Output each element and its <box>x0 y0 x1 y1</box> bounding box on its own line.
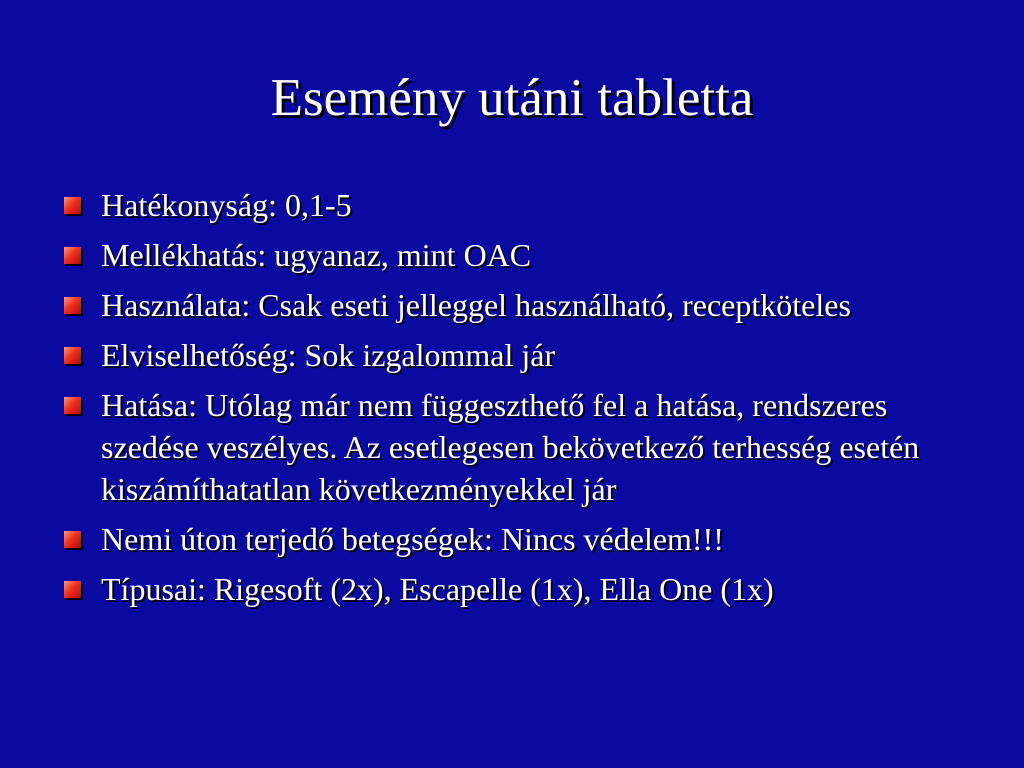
bullet-item-usage <box>60 284 990 326</box>
square-bullet-icon <box>64 297 81 314</box>
bullet-text: Hatása: Utólag már nem függeszthető fel a hatása, rendszeres szedése veszélyes. Az esetlegesen bekövetkező terhesség esetén kiszámíthatatlan következményekkel jár <box>101 387 920 507</box>
bullet-text: Elviselhetőség: Sok izgalommal jár <box>101 337 556 373</box>
bullet-list <box>60 184 990 618</box>
bullet-item-sti <box>60 518 990 560</box>
bullet-item-tolerability <box>60 334 990 376</box>
bullet-item-efficacy <box>60 184 990 226</box>
bullet-text: Típusai: Rigesoft (2x), Escapelle (1x), Ella One (1x) <box>101 571 774 607</box>
bullet-item-side-effects <box>60 234 990 276</box>
slide-title: Esemény utáni tabletta <box>270 69 754 127</box>
bullet-text: Mellékhatás: ugyanaz, mint OAC <box>101 237 532 273</box>
square-bullet-icon <box>64 581 81 598</box>
square-bullet-icon <box>64 397 81 414</box>
bullet-text: Használata: Csak eseti jelleggel használható, receptköteles <box>101 287 851 323</box>
square-bullet-icon <box>64 531 81 548</box>
square-bullet-icon <box>64 247 81 264</box>
bullet-text: Nemi úton terjedő betegségek: Nincs védelem!!! <box>101 521 724 557</box>
square-bullet-icon <box>64 197 81 214</box>
bullet-item-types <box>60 568 990 610</box>
bullet-item-effect <box>60 384 990 510</box>
square-bullet-icon <box>64 347 81 364</box>
bullet-text: Hatékonyság: 0,1-5 <box>101 187 352 223</box>
